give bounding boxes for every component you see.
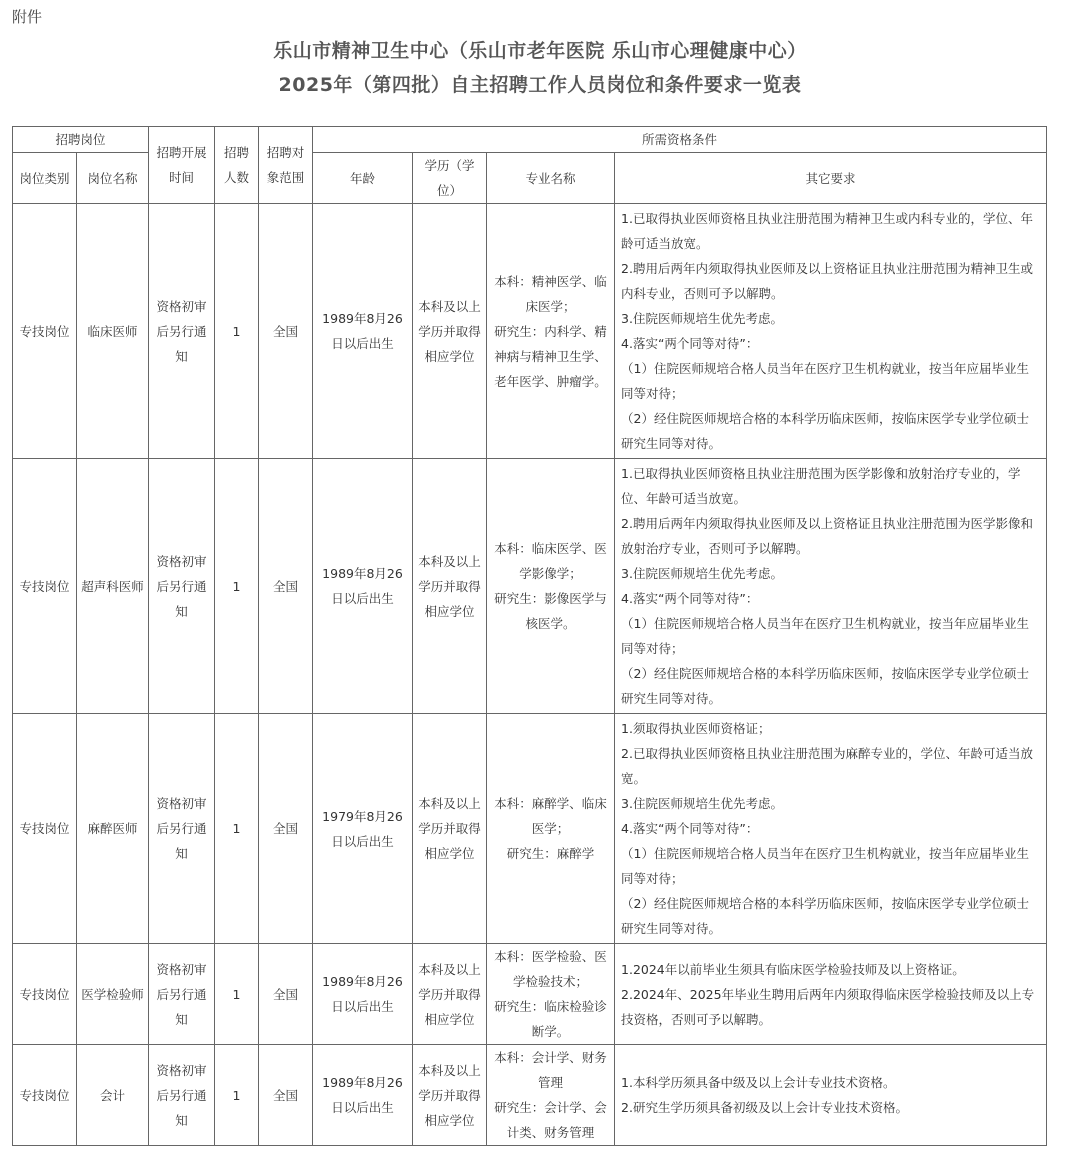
- start-time: 资格初审后另行通知: [149, 204, 215, 459]
- requirement-line: 4.落实“两个同等对待”：: [621, 591, 759, 606]
- other-requirements: [615, 714, 1047, 944]
- major-line: 研究生：临床检验诊断学。: [494, 999, 607, 1039]
- major-cell: [487, 944, 615, 1045]
- post-category: 专技岗位: [13, 1045, 77, 1146]
- major-cell: [487, 204, 615, 459]
- recruit-scope: 全国: [259, 459, 313, 714]
- table-row: [13, 1045, 1047, 1146]
- education-requirement: 本科及以上学历并取得相应学位: [413, 459, 487, 714]
- recruit-scope: 全国: [259, 944, 313, 1045]
- table-row: [13, 459, 1047, 714]
- age-requirement: 1989年8月26日以后出生: [313, 459, 413, 714]
- post-category: 专技岗位: [13, 459, 77, 714]
- other-requirements: [615, 204, 1047, 459]
- requirement-line: （2）经住院医师规培合格的本科学历临床医师，按临床医学专业学位硕士研究生同等对待。: [621, 411, 1029, 451]
- start-time: 资格初审后另行通知: [149, 944, 215, 1045]
- major-line: 研究生：会计学、会计类、财务管理: [494, 1100, 607, 1140]
- requirement-line: （2）经住院医师规培合格的本科学历临床医师，按临床医学专业学位硕士研究生同等对待。: [621, 666, 1029, 706]
- attachment-label: 附件: [12, 8, 43, 26]
- post-name: 医学检验师: [77, 944, 149, 1045]
- education-requirement: 本科及以上学历并取得相应学位: [413, 1045, 487, 1146]
- requirement-line: （2）经住院医师规培合格的本科学历临床医师，按临床医学专业学位硕士研究生同等对待。: [621, 896, 1029, 936]
- age-requirement: 1989年8月26日以后出生: [313, 204, 413, 459]
- recruit-scope: 全国: [259, 714, 313, 944]
- start-time: 资格初审后另行通知: [149, 1045, 215, 1146]
- recruit-count: 1: [215, 1045, 259, 1146]
- post-category: 专技岗位: [13, 204, 77, 459]
- start-time: 资格初审后另行通知: [149, 459, 215, 714]
- recruit-count: 1: [215, 944, 259, 1045]
- education-requirement: 本科及以上学历并取得相应学位: [413, 714, 487, 944]
- major-cell: [487, 1045, 615, 1146]
- requirement-line: 3.住院医师规培生优先考虑。: [621, 796, 783, 811]
- requirement-line: 2.聘用后两年内须取得执业医师及以上资格证且执业注册范围为医学影像和放射治疗专业，否则可予以解聘。: [621, 516, 1033, 556]
- requirement-line: 1.2024年以前毕业生须具有临床医学检验技师及以上资格证。: [621, 961, 965, 977]
- major-cell: [487, 459, 615, 714]
- post-name: 临床医师: [77, 204, 149, 459]
- header-recruit-post: 招聘岗位: [13, 127, 149, 153]
- education-requirement: 本科及以上学历并取得相应学位: [413, 204, 487, 459]
- age-requirement: 1989年8月26日以后出生: [313, 944, 413, 1045]
- other-requirements: [615, 459, 1047, 714]
- requirement-line: 2.聘用后两年内须取得执业医师及以上资格证且执业注册范围为精神卫生或内科专业，否则可予以解聘。: [621, 261, 1033, 301]
- recruit-count: 1: [215, 714, 259, 944]
- table-row: [13, 714, 1047, 944]
- post-name: 超声科医师: [77, 459, 149, 714]
- requirement-line: 2.已取得执业医师资格且执业注册范围为麻醉专业的，学位、年龄可适当放宽。: [621, 746, 1033, 786]
- requirement-line: 1.已取得执业医师资格且执业注册范围为精神卫生或内科专业的，学位、年龄可适当放宽。: [621, 211, 1033, 251]
- header-major: 专业名称: [487, 153, 615, 204]
- requirement-line: 2.2024年、2025年毕业生聘用后两年内须取得临床医学检验技师及以上专技资格，否则可予以解聘。: [621, 986, 1035, 1027]
- recruit-scope: 全国: [259, 1045, 313, 1146]
- start-time: 资格初审后另行通知: [149, 714, 215, 944]
- requirement-line: 4.落实“两个同等对待”：: [621, 336, 759, 351]
- major-line: 本科：麻醉学、临床医学；: [494, 796, 607, 836]
- header-other: 其它要求: [615, 153, 1047, 204]
- requirement-line: （1）住院医师规培合格人员当年在医疗卫生机构就业，按当年应届毕业生同等对待；: [621, 846, 1029, 886]
- page-title-line2: 2025年（第四批）自主招聘工作人员岗位和条件要求一览表: [278, 74, 802, 96]
- header-post-category: 岗位类别: [13, 153, 77, 204]
- recruit-scope: 全国: [259, 204, 313, 459]
- post-name: 麻醉医师: [77, 714, 149, 944]
- post-category: 专技岗位: [13, 944, 77, 1045]
- table-row: [13, 204, 1047, 459]
- post-category: 专技岗位: [13, 714, 77, 944]
- major-line: 研究生：内科学、精神病与精神卫生学、老年医学、肿瘤学。: [494, 323, 607, 389]
- requirement-line: （1）住院医师规培合格人员当年在医疗卫生机构就业，按当年应届毕业生同等对待；: [621, 361, 1029, 401]
- major-line: 本科：精神医学、临床医学；: [494, 273, 607, 314]
- education-requirement: 本科及以上学历并取得相应学位: [413, 944, 487, 1045]
- requirement-line: 1.已取得执业医师资格且执业注册范围为医学影像和放射治疗专业的，学位、年龄可适当放宽。: [621, 466, 1021, 506]
- table-row: [13, 944, 1047, 1045]
- major-line: 本科：临床医学、医学影像学；: [494, 541, 607, 581]
- major-line: 研究生：影像医学与核医学。: [494, 591, 607, 631]
- header-post-name: 岗位名称: [77, 153, 149, 204]
- recruitment-table: [12, 126, 1047, 1146]
- other-requirements: [615, 944, 1047, 1045]
- header-qualifications: 所需资格条件: [313, 127, 1047, 153]
- header-education: 学历（学位）: [413, 153, 487, 204]
- requirement-line: 4.落实“两个同等对待”：: [621, 821, 759, 836]
- major-line: 本科：会计学、财务管理: [494, 1050, 607, 1090]
- major-line: 本科：医学检验、医学检验技术；: [494, 949, 607, 989]
- header-scope: 招聘对象范围: [259, 127, 313, 204]
- header-start-time: 招聘开展时间: [149, 127, 215, 204]
- requirement-line: （1）住院医师规培合格人员当年在医疗卫生机构就业，按当年应届毕业生同等对待；: [621, 616, 1029, 656]
- page-title-line1: 乐山市精神卫生中心（乐山市老年医院 乐山市心理健康中心）: [273, 40, 807, 62]
- header-age: 年龄: [313, 153, 413, 204]
- age-requirement: 1979年8月26日以后出生: [313, 714, 413, 944]
- post-name: 会计: [77, 1045, 149, 1146]
- age-requirement: 1989年8月26日以后出生: [313, 1045, 413, 1146]
- major-line: 研究生：麻醉学: [506, 846, 595, 861]
- requirement-line: 1.本科学历须具备中级及以上会计专业技术资格。: [621, 1075, 896, 1090]
- recruit-count: 1: [215, 204, 259, 459]
- requirement-line: 2.研究生学历须具备初级及以上会计专业技术资格。: [621, 1100, 908, 1115]
- requirement-line: 3.住院医师规培生优先考虑。: [621, 566, 783, 581]
- requirement-line: 3.住院医师规培生优先考虑。: [621, 311, 783, 326]
- major-cell: [487, 714, 615, 944]
- requirement-line: 1.须取得执业医师资格证；: [621, 721, 771, 736]
- recruit-count: 1: [215, 459, 259, 714]
- other-requirements: [615, 1045, 1047, 1146]
- header-count: 招聘人数: [215, 127, 259, 204]
